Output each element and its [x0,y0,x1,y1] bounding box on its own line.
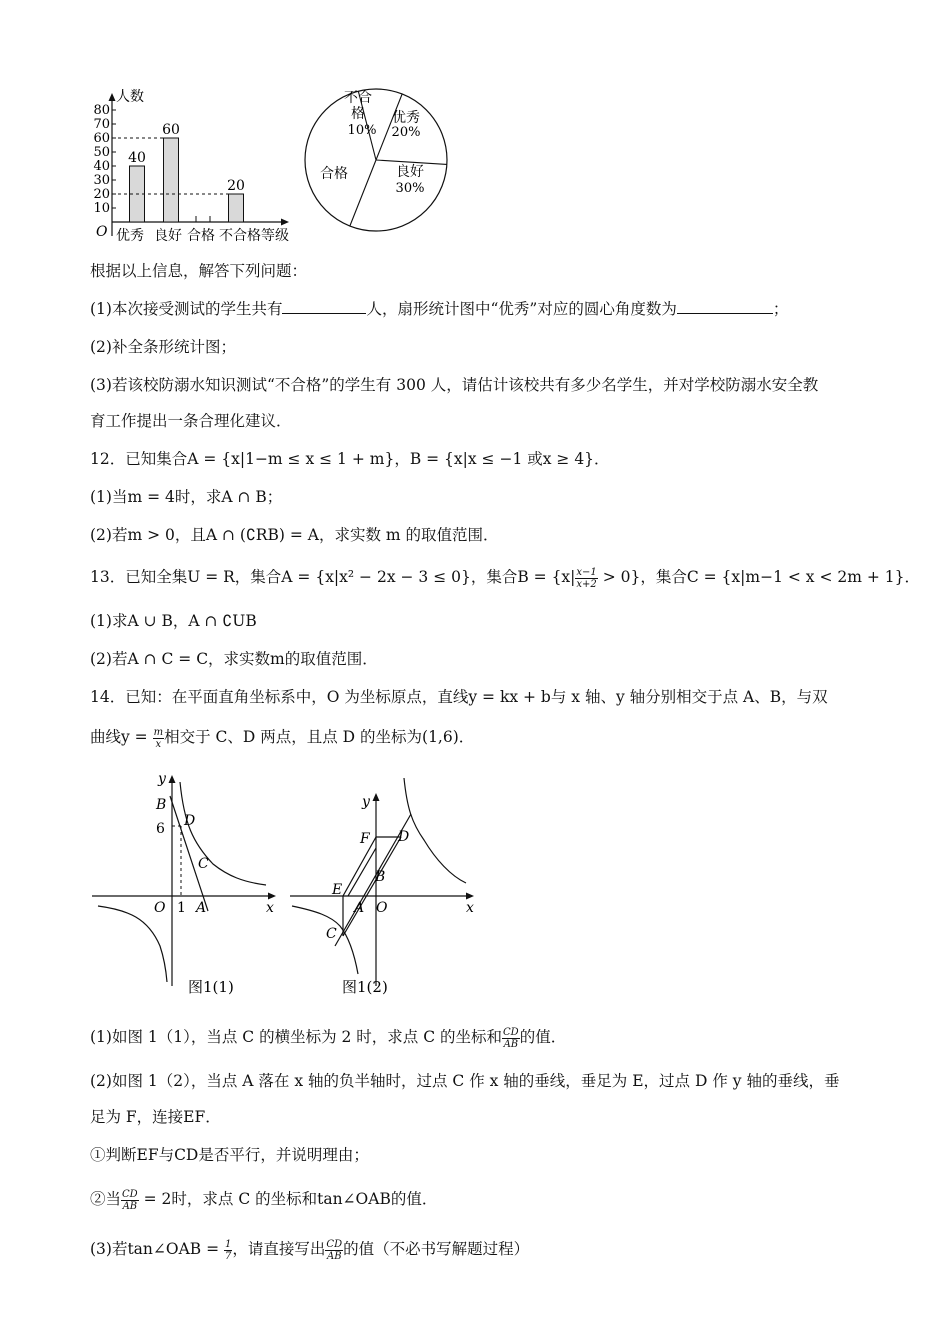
q12-part2: (2)若m > 0，且A ∩ (∁RB) = A，求实数 m 的取值范围． [90,526,499,544]
q13-fraction [575,567,597,590]
bar [164,138,179,222]
q14-part3-frac-den: 7 [225,1250,232,1262]
q12-statement: 12．已知集合A = {x|1−m ≤ x ≤ 1 + m}，B = {x|x ≤ −1 或x ≥ 4}． [90,450,610,468]
q11-part3-line1: (3)若该校防溺水知识测试“不合格”的学生有 300 人，请估计该校共有多少名学生，并对学校防溺水安全教 [90,376,819,394]
y-tick-label: 80 [93,103,110,118]
q11-part2: (2)补全条形统计图； [90,338,236,356]
category-label: 优秀 [116,228,144,244]
bar [229,194,244,222]
fig2-caption: 图1(2) [342,978,388,996]
fig2-label-O: O [376,900,388,916]
q14-part3-c: 的值（不必书写解题过程） [343,1240,530,1258]
q14-part1-b: 的值． [519,1028,567,1046]
fig1-label-C: C [198,856,209,872]
q14-part3-frac2-den: AB [326,1250,342,1262]
q12-part1: (1)当m = 4时，求A ∩ B； [90,488,283,506]
pie-label-fail-line1: 不合 [344,90,372,106]
q13-frac-den: x+2 [576,578,597,590]
q13-set-b-close: > 0} [597,568,641,586]
answer-blank-count [282,299,366,314]
answer-blank-angle [677,299,773,314]
fig2-label-D: D [398,829,410,845]
q11-part3-line2: 育工作提出一条合理化建议． [90,412,292,430]
origin-label: O [96,224,108,240]
q13-part1: (1)求A ∪ B，A ∩ ∁UB [90,612,257,630]
q14-part2-line2: 足为 F，连接EF． [90,1108,221,1126]
q14-part2-line1: (2)如图 1（2），当点 A 落在 x 轴的负半轴时，过点 C 作 x 轴的垂线，垂足为 E，过点 D 作 y 轴的垂线，垂 [90,1072,840,1090]
q14-part2-ii-b: = 2时，求点 C 的坐标和tan∠OAB的值． [138,1190,438,1208]
fig2-label-E: E [332,882,343,898]
bar-value-label: 40 [128,150,146,166]
q14-part2-ii-frac-num: CD [122,1188,138,1200]
q14-part3-a: (3)若tan∠OAB = [90,1240,225,1258]
fig2-x-label: x [466,900,474,916]
q14-part3-b: ，请直接写出 [232,1240,326,1258]
x-axis-arrow [281,219,289,226]
q14-part1-fraction [502,1027,520,1050]
category-label: 良好 [154,228,182,244]
y-tick-label: 60 [93,131,110,146]
figure-1-2 [286,768,482,1000]
q13-part2: (2)若A ∩ C = C，求实数m的取值范围． [90,650,378,668]
y-tick-label: 40 [93,159,110,174]
q14-part2-i: ①判断EF与CD是否平行，并说明理由； [90,1146,369,1164]
q14-part2-ii-frac-den: AB [122,1200,138,1212]
q14-part2-ii-fraction [121,1189,139,1212]
fig2-label-C: C [326,926,337,942]
q14-part3-frac2-num: CD [326,1238,343,1250]
q14-hyperbola-fraction [153,727,164,750]
q11-part1 [90,298,788,320]
pie-percent-excellent: 20% [391,125,421,140]
fig2-y-label: y [362,794,370,810]
q14-statement-line2 [90,726,474,750]
q13-statement [90,566,920,590]
y-tick-label: 10 [93,201,110,216]
q14-line2-b: 相交于 C、D 两点，且点 D 的坐标为(1,6)． [164,728,475,746]
y-tick-label: 70 [93,117,110,132]
pie-percent-fail: 10% [347,123,377,138]
category-label: 不合格 [219,228,261,244]
pie-chart [300,84,452,236]
q13-set-b-open: {x| [551,568,576,586]
q14-part3 [90,1238,529,1262]
bar-chart [88,88,298,250]
fig2-label-F: F [360,831,370,847]
q14-part1-frac-num: CD [503,1026,519,1038]
fig1-label-6: 6 [156,821,165,837]
fig1-label-O: O [154,900,166,916]
bar-value-label: 20 [227,178,245,194]
intro-text: 根据以上信息，解答下列问题： [90,262,308,280]
fig1-label-D: D [184,813,196,829]
q14-part3-frac-num: 1 [225,1238,232,1250]
q14-part1-frac-den: AB [503,1038,519,1050]
fig2-label-B: B [375,869,386,885]
q11-part1-c: ； [772,300,789,318]
q11-part1-a: (1)本次接受测试的学生共有 [90,300,283,318]
bar-value-label: 60 [162,122,180,138]
y-axis-label: 人数 [116,89,144,105]
fig1-caption: 图1(1) [188,978,234,996]
pie-percent-good: 30% [395,181,425,196]
q11-part1-b: 人，扇形统计图中“优秀”对应的圆心角度数为 [366,300,677,318]
y-tick-label: 50 [93,145,110,160]
q14-part2-ii-a: ②当 [90,1190,122,1208]
x-axis-label: 等级 [261,228,289,244]
q14-statement-line1: 14．已知：在平面直角坐标系中，O 为坐标原点，直线y = kx + b与 x 轴、y 轴分别相交于点 A、B，与双 [90,688,828,706]
fig1-label-A: A [196,900,207,916]
q14-part3-fraction-ratio [325,1239,343,1262]
q13-statement-b: ，集合C = {x|m−1 < x < 2m + 1}． [640,568,920,586]
pie-label-good: 良好 [396,164,424,180]
q13-statement-a: 13．已知全集U = R，集合A = {x|x² − 2x − 3 ≤ 0}，集合B = [90,568,552,586]
q13-frac-num: x−1 [576,566,597,578]
fig1-label-B: B [156,797,167,813]
fig2-label-A: A [354,900,365,916]
q14-part1 [90,1026,566,1050]
q14-part1-a: (1)如图 1（1），当点 C 的横坐标为 2 时，求点 C 的坐标和 [90,1028,503,1046]
fig1-label-1: 1 [177,900,186,916]
q14-line2-a: 曲线y = [90,728,153,746]
category-label: 合格 [187,228,215,244]
fig1-x-label: x [266,900,274,916]
y-axis-arrow [109,93,116,101]
fig1-y-label: y [158,771,166,787]
y-tick-label: 30 [93,173,110,188]
q14-frac-den: x [155,738,162,750]
pie-label-excellent: 优秀 [392,110,420,126]
pie-label-fail-line2: 格 [351,106,365,122]
figure-1-1 [88,768,284,1000]
y-tick-label: 20 [93,187,110,202]
q14-frac-num: m [153,726,164,738]
pie-label-pass: 合格 [320,166,348,182]
q14-part2-ii [90,1188,437,1212]
